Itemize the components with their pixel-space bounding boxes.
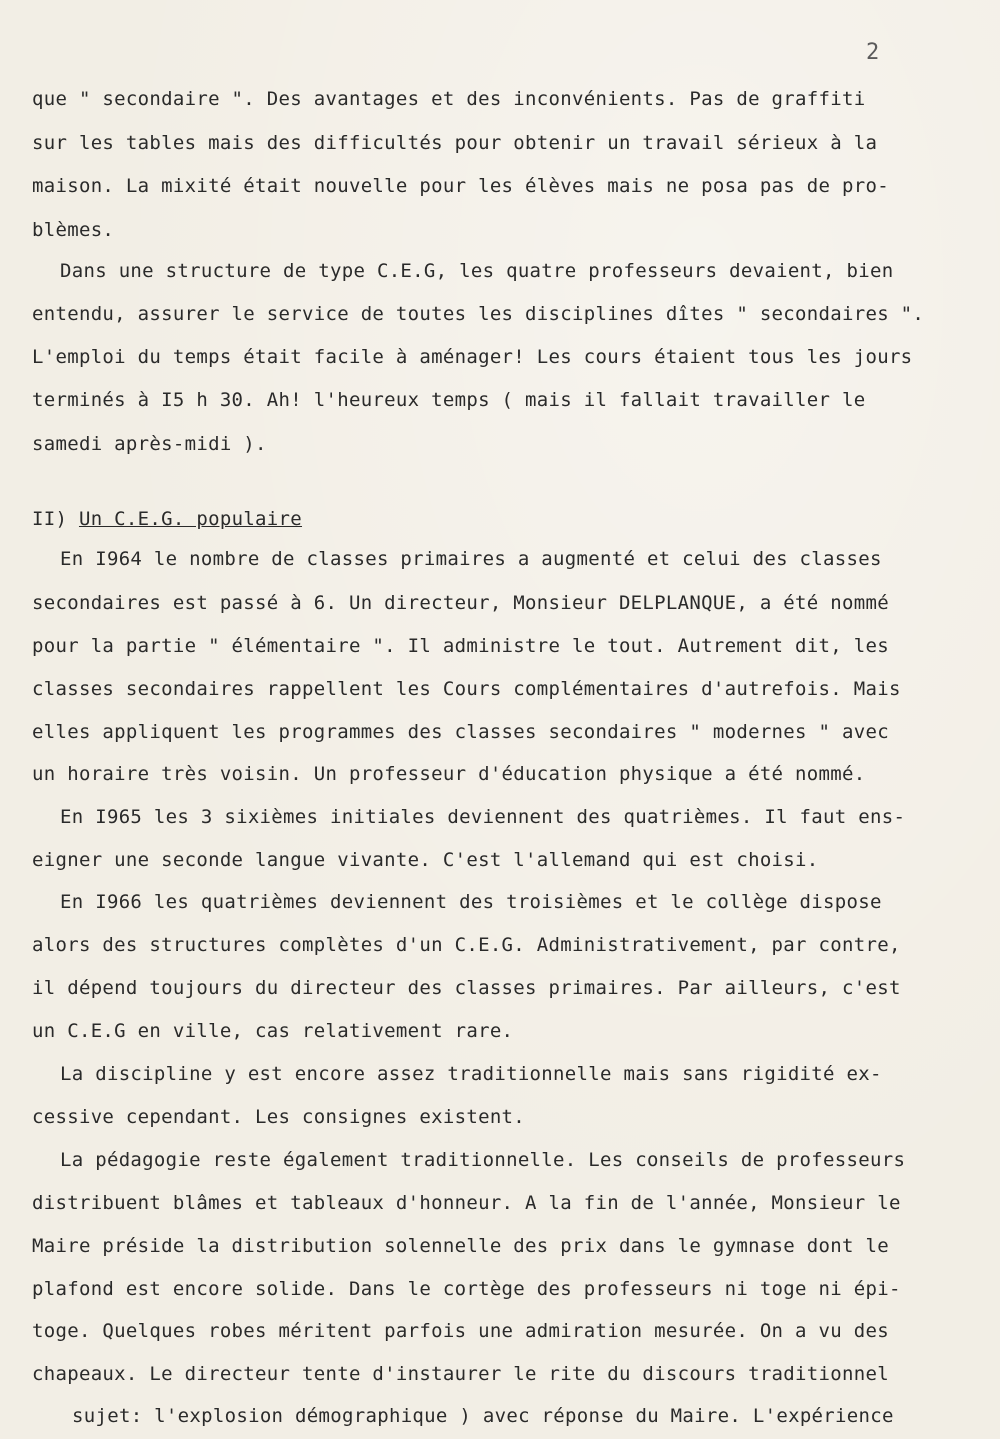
text-line: L'emploi du temps était facile à aménager! Les cours étaient tous les jours (32, 346, 913, 368)
text-line: samedi après-midi ). (32, 433, 267, 455)
text-line: pour la partie " élémentaire ". Il administre le tout. Autrement dit, les (32, 635, 889, 657)
text-line: un horaire très voisin. Un professeur d'éducation physique a été nommé. (32, 763, 866, 785)
text-line: sur les tables mais des difficultés pour obtenir un travail sérieux à la (32, 132, 878, 154)
text-line: terminés à I5 h 30. Ah! l'heureux temps ( mais il fallait travailler le (32, 389, 866, 411)
section-heading (32, 510, 302, 529)
text-line: Maire préside la distribution solennelle des prix dans le gymnase dont le (32, 1235, 889, 1257)
text-line: alors des structures complètes d'un C.E.G. Administrativement, par contre, (32, 934, 901, 956)
page-number: 2 (866, 40, 880, 65)
text-line: La pédagogie reste également traditionnelle. Les conseils de professeurs (60, 1149, 906, 1171)
text-line: il dépend toujours du directeur des classes primaires. Par ailleurs, c'est (32, 977, 901, 999)
text-line: distribuent blâmes et tableaux d'honneur. A la fin de l'année, Monsieur le (32, 1192, 901, 1214)
text-line: La discipline y est encore assez traditionnelle mais sans rigidité ex- (60, 1063, 882, 1085)
text-line: elles appliquent les programmes des classes secondaires " modernes " avec (32, 721, 889, 743)
text-line: En I964 le nombre de classes primaires a augmenté et celui des classes (60, 548, 882, 570)
text-line: eigner une seconde langue vivante. C'est l'allemand qui est choisi. (32, 849, 819, 871)
text-line: classes secondaires rappellent les Cours complémentaires d'autrefois. Mais (32, 678, 901, 700)
text-line: maison. La mixité était nouvelle pour les élèves mais ne posa pas de pro- (32, 175, 889, 197)
text-line: un C.E.G en ville, cas relativement rare. (32, 1020, 514, 1042)
text-line: En I965 les 3 sixièmes initiales deviennent des quatrièmes. Il faut ens- (60, 806, 906, 828)
text-line: chapeaux. Le directeur tente d'instaurer le rite du discours traditionnel (32, 1363, 889, 1385)
section-number: II) (32, 508, 68, 530)
text-line: secondaires est passé à 6. Un directeur, Monsieur DELPLANQUE, a été nommé (32, 592, 889, 614)
text-line: Dans une structure de type C.E.G, les quatre professeurs devaient, bien (60, 260, 894, 282)
text-line: blèmes. (32, 219, 115, 241)
text-line: sujet: l'explosion démographique ) avec réponse du Maire. L'expérience (72, 1405, 894, 1427)
section-title: Un C.E.G. populaire (78, 508, 303, 530)
text-line: cessive cependant. Les consignes existent. (32, 1106, 526, 1128)
text-line: entendu, assurer le service de toutes les disciplines dîtes " secondaires ". (32, 303, 925, 325)
text-line: En I966 les quatrièmes deviennent des troisièmes et le collège dispose (60, 891, 882, 913)
text-line: plafond est encore solide. Dans le cortège des professeurs ni toge ni épi- (32, 1278, 901, 1300)
text-line: toge. Quelques robes méritent parfois une admiration mesurée. On a vu des (32, 1320, 889, 1342)
text-line: que " secondaire ". Des avantages et des inconvénients. Pas de graffiti (32, 88, 866, 110)
